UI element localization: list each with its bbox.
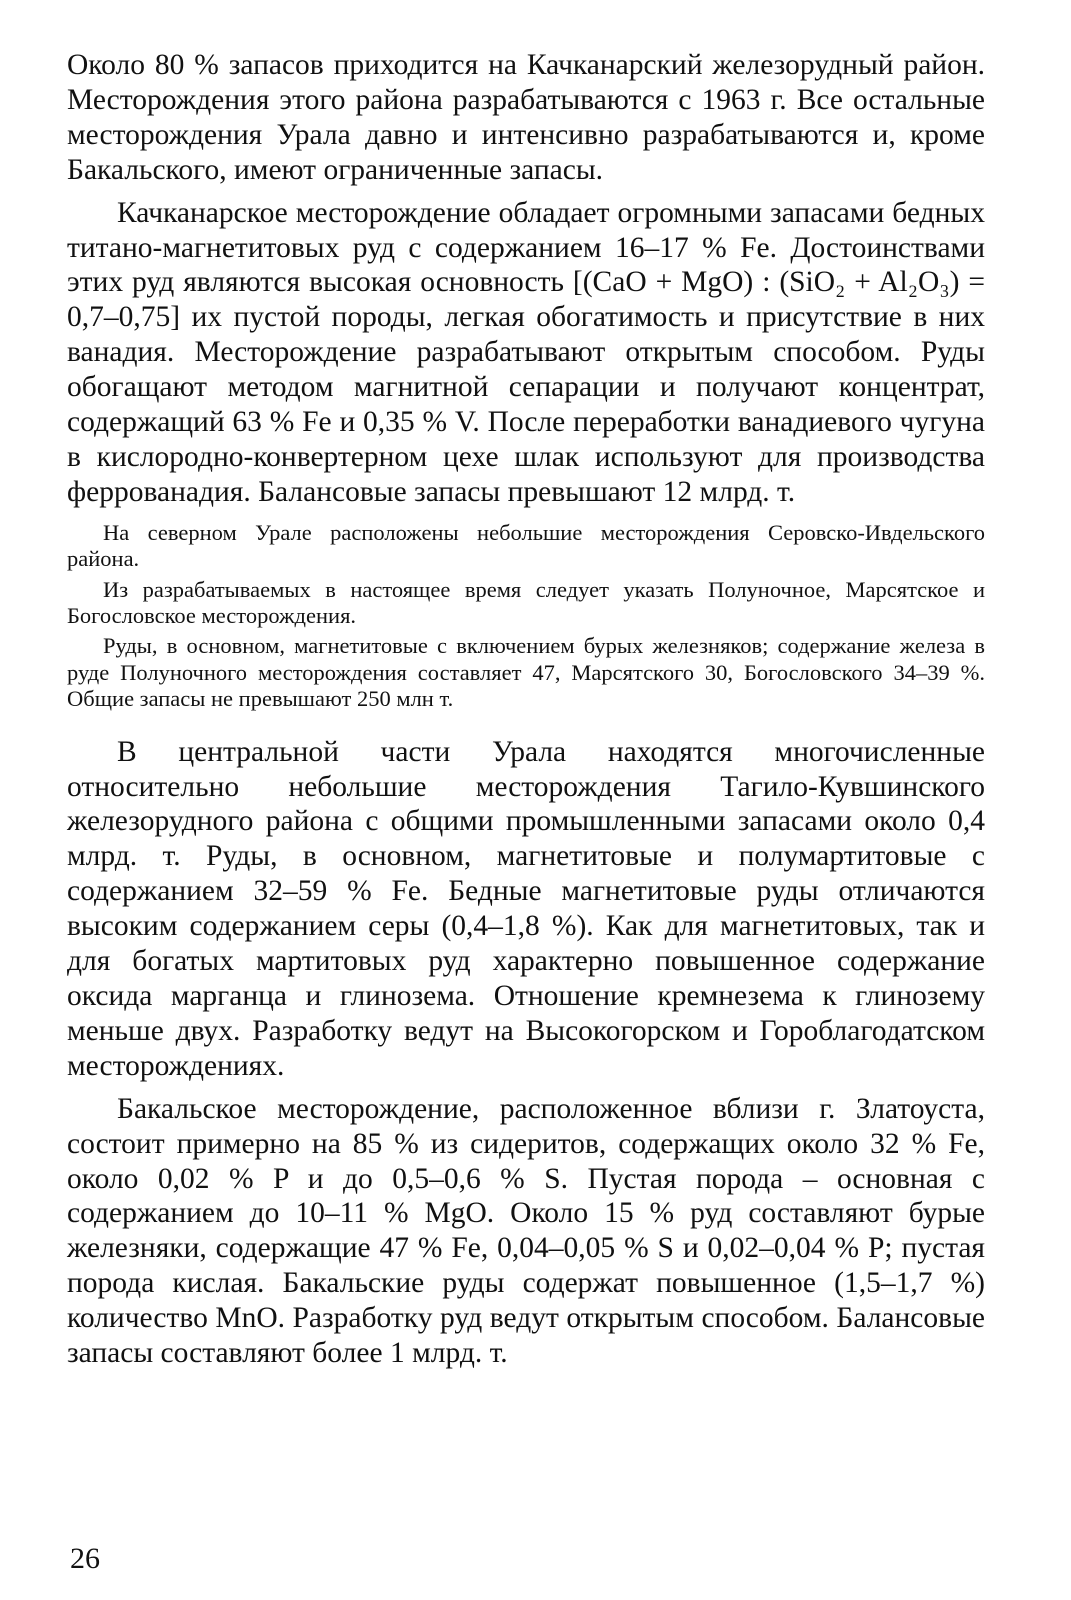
small-print-ore-content: Руды, в основном, магнетитовые с включением бурых железняков; содержание железа в руде Полуночного месторождения составляет 47, Марсятского 30, Богословского 34–39 %. Общие запасы не превышают 250 млн т. <box>67 633 985 712</box>
small-print-active-deposits: Из разрабатываемых в настоящее время следует указать Полуночное, Марсятское и Богословское месторождения. <box>67 576 985 628</box>
paragraph-central-ural: В центральной части Урала находятся многочисленные относительно небольшие месторождения Тагило-Кувшинского железорудного района с общими промышленными запасами около 0,4 млрд. т. Руды, в основном, магнетитовые и полумартитовые с содержанием 32–59 % Fe. Бедные магнетитовые руды отличаются высоким содержанием серы (0,4–1,8 %). Как для магнетитовых, так и для богатых мартитовых руд характерно повышенное содержание оксида марганца и глинозема. Отношение кремнезема к глинозему меньше двух. Разработку ведут на Высокогорском и Гороблагодатском месторождениях. <box>67 735 985 1082</box>
paragraph-kachkanar-share: Около 80 % запасов приходится на Качканарский железорудный район. Месторождения этого района разрабатываются с 1963 г. Все остальные месторождения Урала давно и интенсивно разрабатываются и, кроме Бакальского, имеют ограниченные запасы. <box>67 49 985 186</box>
paragraph-bakal-deposit: Бакальское месторождение, расположенное вблизи г. Златоуста, состоит примерно на 85 % из сидеритов, содержащих около 32 % Fe, около 0,02 % P и до 0,5–0,6 % S. Пустая порода – основная с содержанием до 10–11 % MgO. Около 15 % руд составляют бурые железняки, содержащие 47 % Fe, 0,04–0,05 % S и 0,02–0,04 % P; пустая порода кислая. Бакальские руды содержат повышенное (1,5–1,7 %) количество MnO. Разработку руд ведут открытым способом. Балансовые запасы составляют более 1 млрд. т. <box>67 1092 985 1370</box>
document-page <box>67 48 985 1371</box>
paragraph-kachkanar-deposit: Качканарское месторождение обладает огромными запасами бедных титано-магнетитовых руд с содержанием 16–17 % Fe. Достоинствами этих руд являются высокая основность [(CaO + MgO) : (SiO₂ + Al₂O₃) = 0,7–0,75] их пустой породы, легкая обогатимость и присутствие в них ванадия. Месторождение разрабатывают открытым способом. Руды обогащают методом магнитной сепарации и получают концентрат, содержащий 63 % Fe и 0,35 % V. После переработки ванадиевого чугуна в кислородно-конвертерном цехе шлак используют для производства феррованадия. Балансовые запасы превышают 12 млрд. т. <box>67 196 985 508</box>
page-number: 26 <box>70 1542 100 1575</box>
small-print-block <box>67 520 985 713</box>
small-print-north-ural: На северном Урале расположены небольшие месторождения Серовско-Ивдельского района. <box>67 519 985 572</box>
